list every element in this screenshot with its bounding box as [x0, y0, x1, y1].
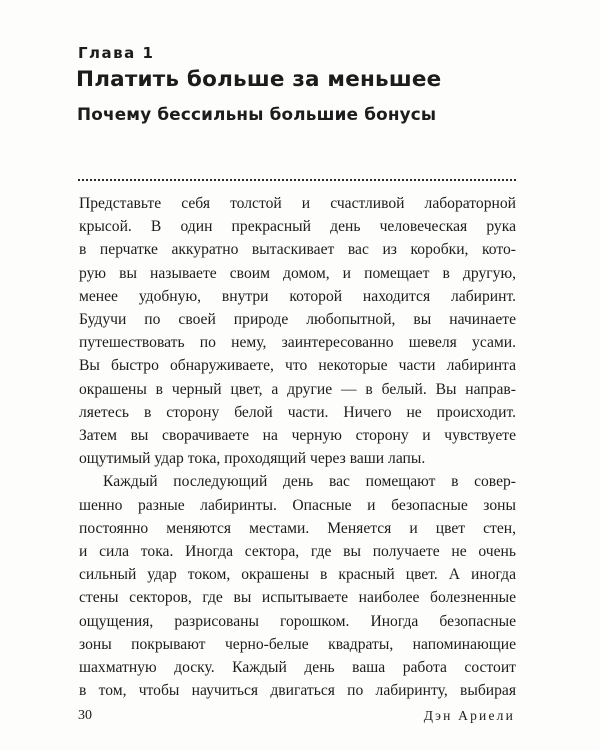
text-line: ощутимый удар тока, проходящий через ваши лапы. — [79, 450, 426, 468]
text-line: Представьте себя толстой и счастливой лабораторной — [79, 195, 516, 212]
chapter-label: Глава 1 — [78, 44, 155, 62]
text-line: Будучи по своей природе любопытной, вы начинаете — [79, 311, 516, 329]
text-line: ощущения, разрисованы горошком. Иногда безопасные — [79, 612, 516, 630]
text-line: стены секторов, где вы испытываете наиболее болезненные — [79, 589, 516, 607]
text-line: путешествовать по нему, заинтересованно шевеля усами. — [79, 334, 516, 352]
text-line: окрашены в черный цвет, а другие — в белый. Вы направ- — [79, 380, 516, 398]
text-line: сильный удар током, окрашены в красный цвет. А иногда — [79, 566, 516, 584]
paragraph — [79, 192, 516, 470]
paragraph — [79, 470, 516, 702]
dotted-divider — [78, 179, 516, 181]
running-header-author: Дэн Ариели — [423, 708, 515, 723]
text-line: Вы быстро обнаруживаете, что некоторые части лабиринта — [79, 357, 516, 375]
chapter-subtitle: Почему бессильны большие бонусы — [77, 104, 437, 124]
text-line: ляетесь в сторону белой части. Ничего не происходит. — [79, 403, 516, 421]
text-line: Каждый последующий день вас помещают в совер- — [103, 473, 516, 491]
text-line: рую вы называете своим домом, и помещает в другую, — [79, 264, 516, 282]
body-text — [79, 192, 516, 702]
text-line: шенно разные лабиринты. Опасные и безопасные зоны — [79, 496, 516, 514]
text-line: крысой. В один прекрасный день человеческая рука — [79, 218, 516, 236]
page-number: 30 — [78, 708, 92, 723]
text-line: Затем вы сворачиваете на черную сторону и чувствуете — [79, 427, 516, 445]
chapter-title: Платить больше за меньшее — [76, 67, 442, 92]
text-line: менее удобную, внутри которой находится лабиринт. — [79, 287, 516, 305]
text-line: шахматную доску. Каждый день ваша работа состоит — [79, 659, 516, 677]
text-line: в том, чтобы научиться двигаться по лабиринту, выбирая — [79, 682, 516, 700]
text-line: и сила тока. Иногда сектора, где вы получаете не очень — [79, 543, 516, 561]
text-line: зоны покрывают черно-белые квадраты, напоминающие — [79, 635, 516, 653]
text-line: в перчатке аккуратно вытаскивает вас из коробки, кото- — [79, 241, 516, 259]
text-line: постоянно меняются местами. Меняется и цвет стен, — [79, 519, 516, 537]
